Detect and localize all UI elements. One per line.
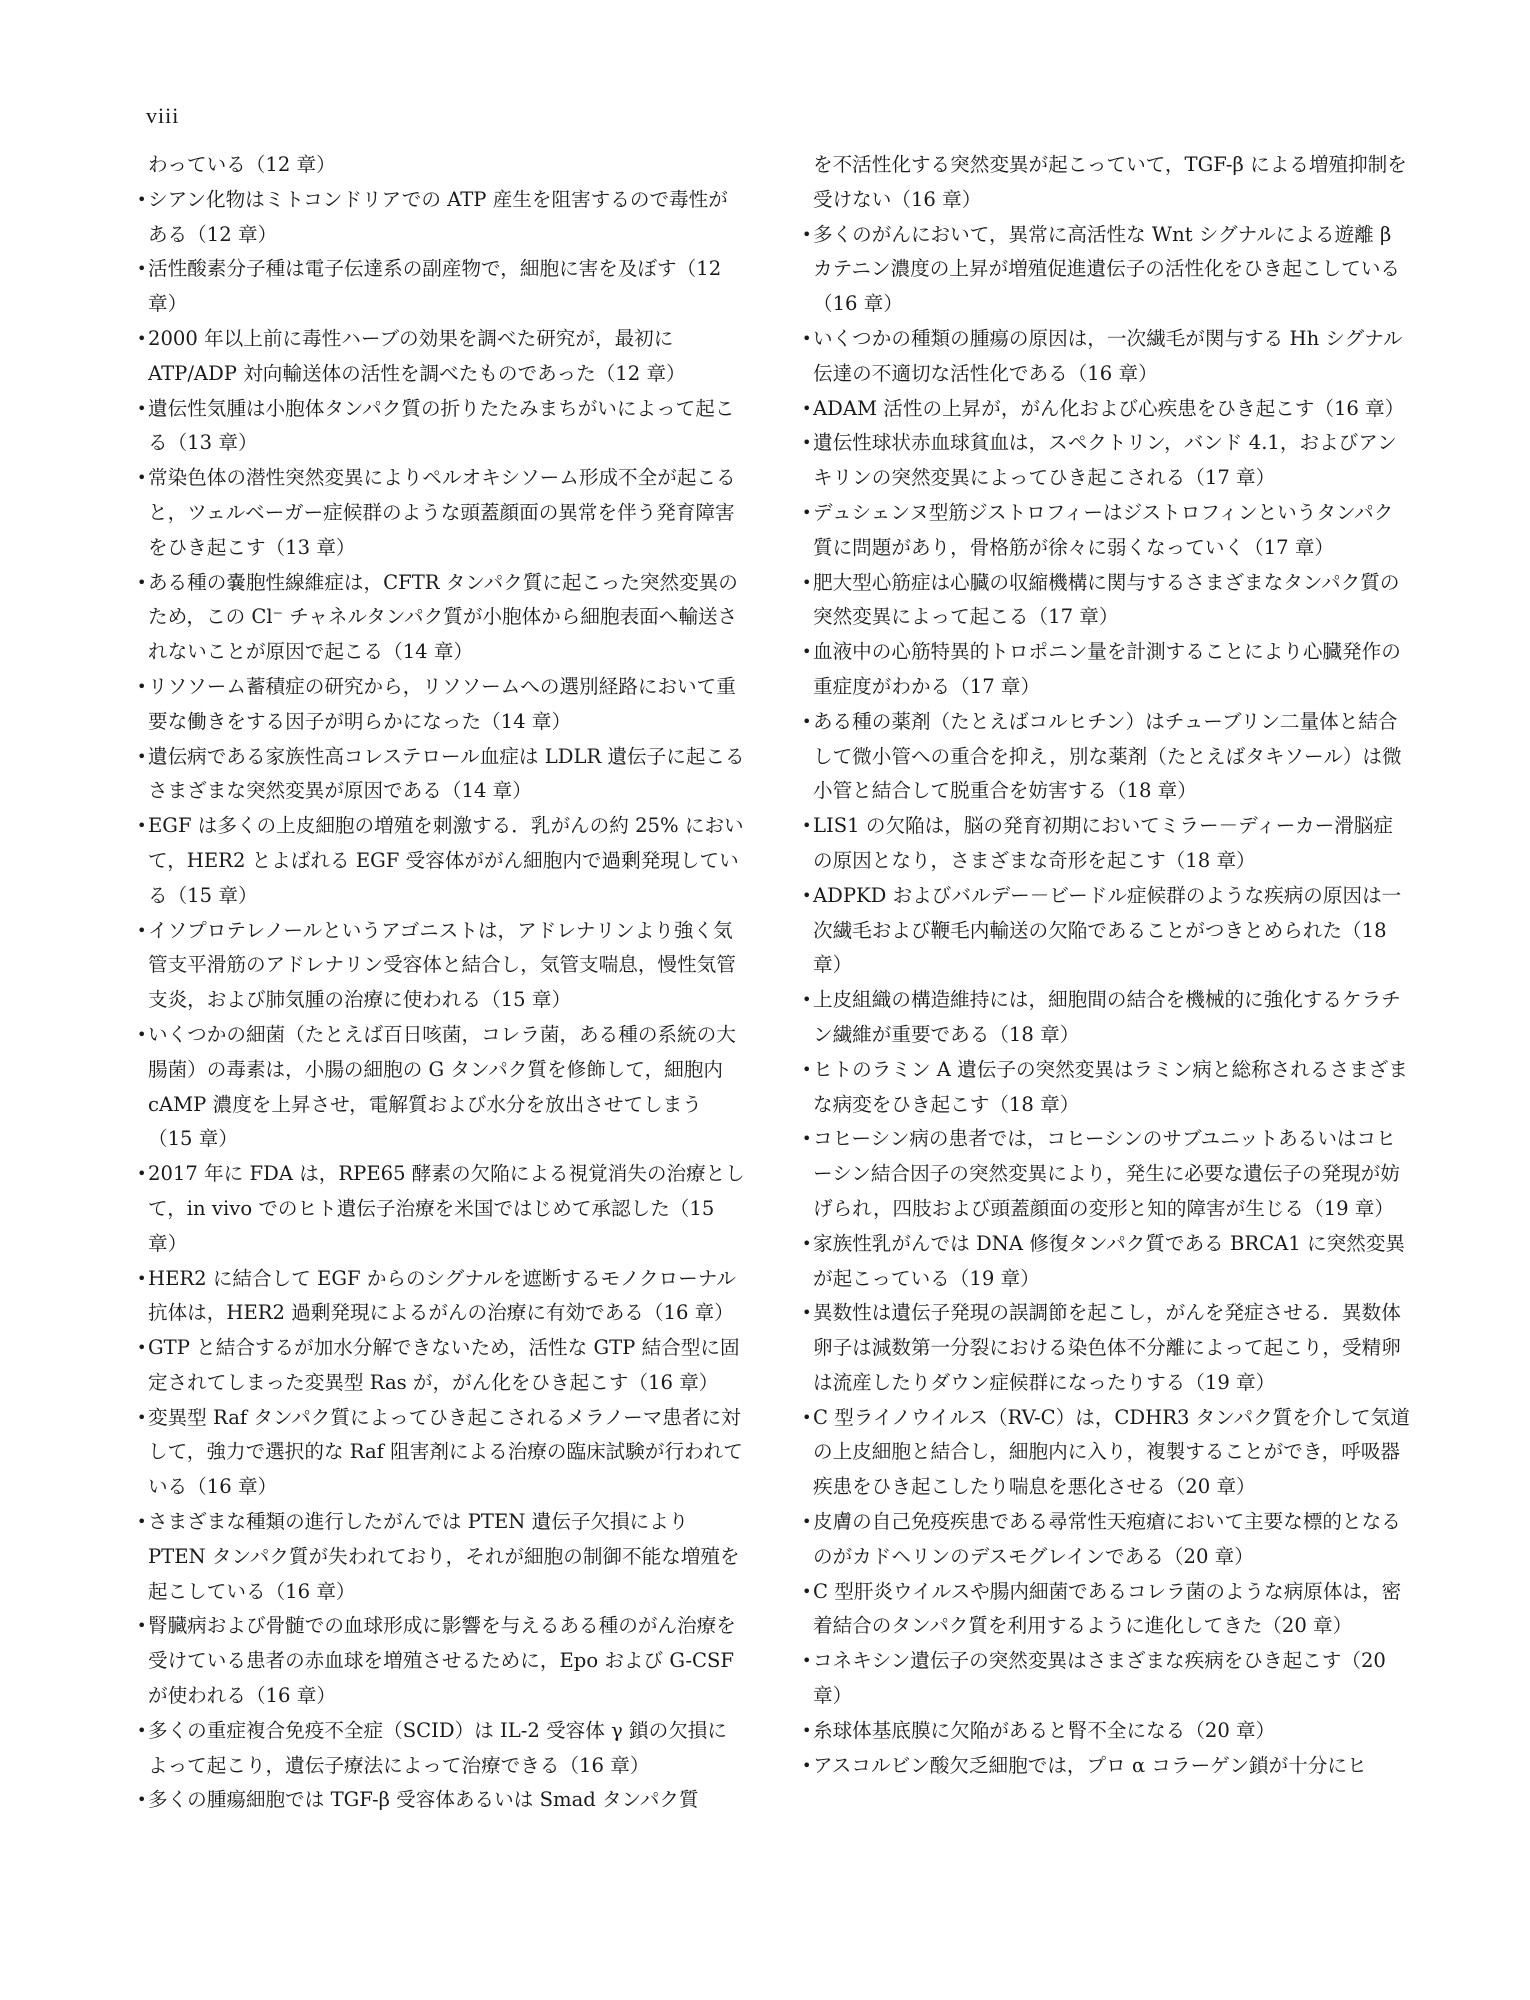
list-item: • 遺伝性球状赤血球貧血は，スペクトリン，バンド 4.1，およびアンキリンの突然変異によってひき起こされる（17 章） (802, 426, 1410, 496)
list-item: • コヒーシン病の患者では，コヒーシンのサブユニットあるいはコヒーシン結合因子の突然変異により，発生に必要な遺伝子の発現が妨げられ，四肢および頭蓋顔面の変形と知的障害が生じる（19 章） (802, 1122, 1410, 1226)
list-item: • 糸球体基底膜に欠陥があると腎不全になる（20 章） (802, 1714, 1410, 1749)
list-item: • EGF は多くの上皮細胞の増殖を刺激する．乳がんの約 25% において，HER2 とよばれる EGF 受容体ががん細胞内で過剰発現している（15 章） (137, 809, 745, 913)
list-item: • 変異型 Raf タンパク質によってひき起こされるメラノーマ患者に対して，強力で選択的な Raf 阻害剤による治療の臨床試験が行われている（16 章） (137, 1401, 745, 1505)
list-item: • 多くの腫瘍細胞では TGF-β 受容体あるいは Smad タンパク質 (137, 1783, 745, 1818)
list-item: • シアン化物はミトコンドリアでの ATP 産生を阻害するので毒性がある（12 章） (137, 183, 745, 253)
list-item: • アスコルビン酸欠乏細胞では，プロ α コラーゲン鎖が十分にヒ (802, 1749, 1410, 1784)
list-item: • HER2 に結合して EGF からのシグナルを遮断するモノクローナル抗体は，HER2 過剰発現によるがんの治療に有効である（16 章） (137, 1262, 745, 1332)
list-item: • 多くのがんにおいて，異常に高活性な Wnt シグナルによる遊離 β カテニン濃度の上昇が増殖促進遺伝子の活性化をひき起こしている（16 章） (802, 218, 1410, 322)
left-lead-text: わっている（12 章） (148, 153, 336, 176)
list-item: • リソソーム蓄積症の研究から，リソソームへの選別経路において重要な働きをする因子が明らかになった（14 章） (137, 670, 745, 740)
list-item: • 腎臓病および骨髄での血球形成に影響を与えるある種のがん治療を受けている患者の赤血球を増殖させるために，Epo および G-CSF が使われる（16 章） (137, 1609, 745, 1713)
list-item: • 多くの重症複合免疫不全症（SCID）は IL-2 受容体 γ 鎖の欠損によって起こり，遺伝子療法によって治療できる（16 章） (137, 1714, 745, 1784)
list-item: • GTP と結合するが加水分解できないため，活性な GTP 結合型に固定されてしまった変異型 Ras が，がん化をひき起こす（16 章） (137, 1331, 745, 1401)
list-item: • 活性酸素分子種は電子伝達系の副産物で，細胞に害を及ぼす（12 章） (137, 252, 745, 322)
list-item: • いくつかの細菌（たとえば百日咳菌，コレラ菌，ある種の系統の大腸菌）の毒素は，小腸の細胞の G タンパク質を修飾して，細胞内 cAMP 濃度を上昇させ，電解質および水分を放出させてしまう（15 章） (137, 1018, 745, 1157)
page-number: viii (146, 103, 180, 128)
list-item: • 2017 年に FDA は，RPE65 酵素の欠陥による視覚消失の治療として，in vivo でのヒト遺伝子治療を米国ではじめて承認した（15 章） (137, 1157, 745, 1261)
list-item: • 異数性は遺伝子発現の誤調節を起こし，がんを発症させる．異数体卵子は減数第一分裂における染色体不分離によって起こり，受精卵は流産したりダウン症候群になったりする（19 章） (802, 1296, 1410, 1400)
list-item: • C 型ライノウイルス（RV-C）は，CDHR3 タンパク質を介して気道の上皮細胞と結合し，細胞内に入り，複製することができ，呼吸器疾患をひき起こしたり喘息を悪化させる（20 章） (802, 1401, 1410, 1505)
list-item: • ある種の薬剤（たとえばコルヒチン）はチューブリン二量体と結合して微小管への重合を抑え，別な薬剤（たとえばタキソール）は微小管と結合して脱重合を妨害する（18 章） (802, 705, 1410, 809)
list-item: • ヒトのラミン A 遺伝子の突然変異はラミン病と総称されるさまざまな病変をひき起こす（18 章） (802, 1053, 1410, 1123)
list-item: • 血液中の心筋特異的トロポニン量を計測することにより心臓発作の重症度がわかる（17 章） (802, 635, 1410, 705)
left-bullet-list (137, 183, 745, 1818)
list-item: • 皮膚の自己免疫疾患である尋常性天疱瘡において主要な標的となるのがカドヘリンのデスモグレインである（20 章） (802, 1505, 1410, 1575)
list-item: • C 型肝炎ウイルスや腸内細菌であるコレラ菌のような病原体は，密着結合のタンパク質を利用するように進化してきた（20 章） (802, 1575, 1410, 1645)
list-item: • ある種の嚢胞性線維症は，CFTR タンパク質に起こった突然変異のため，この Cl⁻ チャネルタンパク質が小胞体から細胞表面へ輸送されないことが原因で起こる（14 章） (137, 566, 745, 670)
list-item: • 遺伝病である家族性高コレステロール血症は LDLR 遺伝子に起こるさまざまな突然変異が原因である（14 章） (137, 740, 745, 810)
list-item: • いくつかの種類の腫瘍の原因は，一次繊毛が関与する Hh シグナル伝達の不適切な活性化である（16 章） (802, 322, 1410, 392)
list-item: • ADAM 活性の上昇が，がん化および心疾患をひき起こす（16 章） (802, 392, 1410, 427)
right-column (802, 148, 1410, 1783)
list-item: • コネキシン遺伝子の突然変異はさまざまな疾病をひき起こす（20 章） (802, 1644, 1410, 1714)
list-item: • 2000 年以上前に毒性ハーブの効果を調べた研究が，最初に ATP/ADP 対向輸送体の活性を調べたものであった（12 章） (137, 322, 745, 392)
list-item: • 常染色体の潜性突然変異によりペルオキシソーム形成不全が起こると，ツェルベーガー症候群のような頭蓋顔面の異常を伴う発育障害をひき起こす（13 章） (137, 461, 745, 565)
list-item: • デュシェンヌ型筋ジストロフィーはジストロフィンというタンパク質に問題があり，骨格筋が徐々に弱くなっていく（17 章） (802, 496, 1410, 566)
list-item: • LIS1 の欠陥は，脳の発育初期においてミラー－ディーカー滑脳症の原因となり，さまざまな奇形を起こす（18 章） (802, 809, 1410, 879)
list-item: • 上皮組織の構造維持には，細胞間の結合を機械的に強化するケラチン繊維が重要である（18 章） (802, 983, 1410, 1053)
list-item: • イソプロテレノールというアゴニストは，アドレナリンより強く気管支平滑筋のアドレナリン受容体と結合し，気管支喘息，慢性気管支炎，および肺気腫の治療に使われる（15 章） (137, 914, 745, 1018)
list-item: • 遺伝性気腫は小胞体タンパク質の折りたたみまちがいによって起こる（13 章） (137, 392, 745, 462)
list-item: • 家族性乳がんでは DNA 修復タンパク質である BRCA1 に突然変異が起こっている（19 章） (802, 1227, 1410, 1297)
list-item: • ADPKD およびバルデー－ビードル症候群のような疾病の原因は一次繊毛および鞭毛内輸送の欠陥であることがつきとめられた（18 章） (802, 879, 1410, 983)
left-column (137, 148, 745, 1818)
right-lead-text: を不活性化する突然変異が起こっていて，TGF-β による増殖抑制を受けない（16 章） (813, 153, 1407, 211)
list-item: • 肥大型心筋症は心臓の収縮機構に関与するさまざまなタンパク質の突然変異によって起こる（17 章） (802, 566, 1410, 636)
right-bullet-list (802, 218, 1410, 1784)
list-item: • さまざまな種類の進行したがんでは PTEN 遺伝子欠損により PTEN タンパク質が失われており，それが細胞の制御不能な増殖を起こしている（16 章） (137, 1505, 745, 1609)
